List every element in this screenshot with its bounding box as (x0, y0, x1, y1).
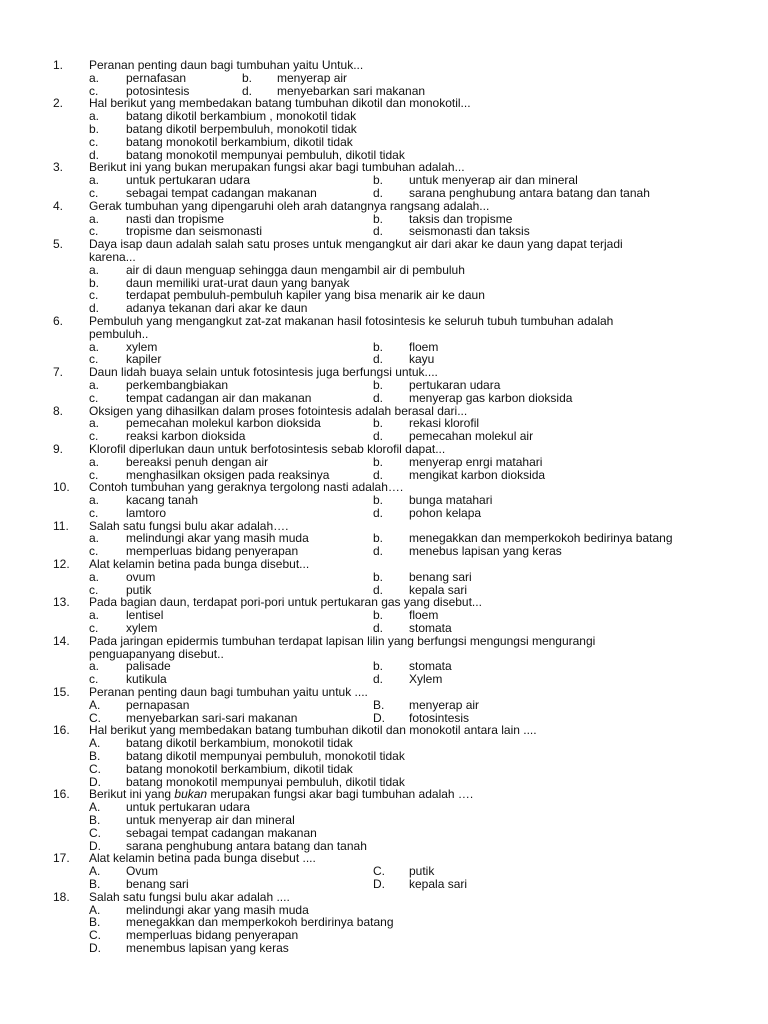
option-label: b. (89, 275, 100, 290)
option-label: b. (373, 377, 384, 392)
option-text: menyerap gas karbon dioksida (409, 390, 573, 405)
option-row (0, 942, 768, 955)
question-line (0, 405, 768, 418)
option-row (0, 571, 768, 584)
option-row (0, 417, 768, 430)
option-label: c. (89, 83, 99, 98)
question-line (0, 366, 768, 379)
option-text: menyebarkan sari-sari makanan (126, 710, 298, 725)
option-row (0, 750, 768, 763)
option-text: perkembangbiakan (126, 377, 229, 392)
option-label: c. (89, 390, 99, 405)
option-row (0, 609, 768, 622)
option-text: sarana penghubung antara batang dan tanah (409, 185, 650, 200)
question-text: Salah satu fungsi bulu akar adalah…. (89, 518, 289, 533)
option-label: d. (373, 352, 384, 367)
option-row (0, 341, 768, 354)
option-label: B. (373, 697, 385, 712)
option-text: sebagai tempat cadangan makanan (126, 185, 317, 200)
question-text-part: Berikut ini yang (89, 787, 175, 802)
option-label: B. (89, 877, 101, 891)
option-label: C. (89, 761, 101, 776)
option-text: menegakkan dan memperkokoh bedirinya batang (409, 531, 673, 546)
option-text: benang sari (409, 569, 472, 584)
option-label: a. (89, 109, 100, 124)
option-text: pernafasan (126, 70, 187, 85)
question-text: Peranan penting daun bagi tumbuhan yaitu untuk .... (89, 685, 368, 700)
option-text: menyerap enrgi matahari (409, 454, 543, 469)
option-label: a. (89, 454, 100, 469)
option-label: d. (373, 429, 384, 444)
question-item (0, 405, 768, 443)
option-text: batang dikotil mempunyai pembuluh, monokotil tidak (126, 749, 405, 764)
question-item (0, 59, 768, 97)
option-text: memperluas bidang penyerapan (126, 928, 299, 943)
option-row (0, 929, 768, 942)
option-text: melindungi akar yang masih muda (126, 531, 309, 546)
option-label: b. (373, 569, 384, 584)
option-row (0, 289, 768, 302)
question-line (0, 315, 768, 328)
option-text: memperluas bidang penyerapan (126, 544, 299, 559)
question-text: Pada bagian daun, terdapat pori-pori untuk pertukaran gas yang disebut... (89, 595, 482, 610)
question-line (0, 251, 768, 264)
option-row (0, 494, 768, 507)
option-label: C. (89, 825, 101, 840)
question-item (0, 97, 768, 161)
question-item (0, 366, 768, 404)
option-row (0, 507, 768, 520)
question-text: Pembuluh yang mengangkut zat-zat makanan hasil fotosintesis ke seluruh tubuh tumbuhan adalah (89, 313, 614, 328)
option-text: reaksi karbon dioksida (126, 429, 246, 444)
question-number: 10. (53, 480, 70, 495)
question-item (0, 481, 768, 519)
option-text: potosintesis (126, 83, 190, 98)
option-text: putik (126, 582, 152, 597)
option-label: d. (89, 147, 100, 162)
option-row (0, 123, 768, 136)
question-number: 17. (53, 851, 70, 866)
question-line (0, 200, 768, 213)
option-label: C. (89, 710, 101, 725)
option-text: untuk menyerap air dan mineral (409, 173, 578, 188)
option-label: d. (373, 224, 384, 239)
question-number: 14. (53, 633, 70, 648)
question-text: karena... (89, 249, 136, 264)
option-text: xylem (126, 621, 158, 636)
option-text: tempat cadangan air dan makanan (126, 390, 312, 405)
question-number: 12. (53, 557, 70, 572)
option-text: tropisme dan seismonasti (126, 224, 263, 239)
option-label: a. (89, 377, 100, 392)
option-text: mengikat karbon dioksida (409, 467, 546, 482)
question-line (0, 891, 768, 904)
question-text: Berikut ini yang bukan merupakan fungsi akar bagi tumbuhan adalah... (89, 160, 465, 175)
option-label: d. (373, 672, 384, 687)
option-label: a. (89, 493, 100, 508)
option-label: d. (89, 301, 100, 316)
option-row (0, 699, 768, 712)
option-label: b. (373, 416, 384, 431)
option-text: batang dikotil berkambium , monokotil tidak (126, 109, 357, 124)
option-label: b. (373, 531, 384, 546)
option-text: palisade (126, 659, 171, 674)
option-label: C. (89, 928, 101, 943)
option-text: pohon kelapa (409, 505, 482, 520)
option-text: kepala sari (409, 582, 468, 597)
option-text: sebagai tempat cadangan makanan (126, 825, 317, 840)
option-label: d. (373, 467, 384, 482)
option-row (0, 430, 768, 443)
option-label: b. (373, 493, 384, 508)
question-item (0, 238, 768, 315)
question-number: 9. (53, 441, 64, 456)
question-line (0, 724, 768, 737)
option-text: xylem (126, 339, 158, 354)
option-text: batang monokotil berkambium, dikotil tidak (126, 134, 353, 149)
question-text: Klorofil diperlukan daun untuk berfotosintesis sebab klorofil dapat... (89, 441, 446, 456)
option-label: d. (373, 505, 384, 520)
option-label: d. (373, 390, 384, 405)
option-text: Xylem (409, 672, 443, 687)
option-label: a. (89, 262, 100, 277)
question-text: Gerak tumbuhan yang dipengaruhi oleh arah datangnya rangsang adalah... (89, 198, 490, 213)
option-label: B. (89, 813, 101, 828)
option-label: c. (89, 288, 99, 303)
question-number: 11. (53, 518, 69, 533)
option-label: c. (89, 224, 99, 239)
option-label: D. (373, 710, 385, 725)
option-label: a. (89, 416, 100, 431)
option-row (0, 763, 768, 776)
option-label: c. (89, 185, 99, 200)
option-label: c. (89, 621, 99, 636)
question-number: 18. (53, 889, 70, 904)
option-text: kapiler (126, 352, 162, 367)
option-label: d. (373, 544, 384, 559)
question-text: Alat kelamin betina pada bunga disebut... (89, 557, 310, 572)
question-number: 13. (53, 595, 70, 610)
question-number: 6. (53, 313, 64, 328)
option-text: menyerap air (409, 697, 480, 712)
question-text: Daun lidah buaya selain untuk fotosintesis juga berfungsi untuk.... (89, 365, 438, 380)
question-item (0, 852, 768, 890)
option-row (0, 814, 768, 827)
option-text: batang monokotil mempunyai pembuluh, dikotil tidak (126, 774, 405, 789)
option-label: d. (242, 83, 253, 98)
option-label: c. (89, 582, 99, 597)
question-item (0, 161, 768, 199)
option-text: batang dikotil berkambium, monokotil tidak (126, 736, 353, 751)
question-text: Salah satu fungsi bulu akar adalah .... (89, 889, 290, 904)
option-row (0, 801, 768, 814)
option-text: daun memiliki urat-urat daun yang banyak (126, 275, 350, 290)
option-text: adanya tekanan dari akar ke daun (126, 301, 308, 316)
question-line (0, 328, 768, 341)
option-text: air di daun menguap sehingga daun mengambil air di pembuluh (126, 262, 465, 277)
question-text: Peranan penting daun bagi tumbuhan yaitu Untuk... (89, 58, 364, 72)
option-text: menyebarkan sari makanan (277, 83, 426, 98)
question-text: Hal berikut yang membedakan batang tumbuhan dikotil dan monokotil antara lain .... (89, 723, 537, 738)
option-label: b. (89, 121, 100, 136)
question-item (0, 686, 768, 724)
option-text: melindungi akar yang masih muda (126, 902, 309, 917)
question-line (0, 686, 768, 699)
option-text: sarana penghubung antara batang dan tanah (126, 838, 367, 853)
option-label: c. (89, 467, 99, 482)
option-text: bereaksi penuh dengan air (126, 454, 269, 469)
question-text: penguapanyang disebut.. (89, 646, 224, 661)
option-text: pernapasan (126, 697, 190, 712)
option-text: rekasi klorofil (409, 416, 480, 431)
option-text: menembus lapisan yang keras (126, 940, 289, 955)
option-label: D. (89, 940, 101, 955)
question-number: 5. (53, 237, 64, 252)
option-row (0, 136, 768, 149)
option-text: seismonasti dan taksis (409, 224, 530, 239)
question-line (0, 161, 768, 174)
option-text: bunga matahari (409, 493, 493, 508)
option-row (0, 379, 768, 392)
option-text: fotosintesis (409, 710, 470, 725)
option-text: lamtoro (126, 505, 167, 520)
option-label: b. (373, 454, 384, 469)
option-row (0, 622, 768, 635)
option-text: ovum (126, 569, 156, 584)
option-label: d. (373, 185, 384, 200)
question-item (0, 558, 768, 596)
option-label: d. (373, 582, 384, 597)
option-label: a. (89, 339, 100, 354)
question-text: Alat kelamin betina pada bunga disebut .... (89, 851, 316, 866)
option-text: menebus lapisan yang keras (409, 544, 562, 559)
question-number: 7. (53, 365, 64, 380)
option-text: taksis dan tropisme (409, 211, 513, 226)
option-text: kayu (409, 352, 435, 367)
question-line (0, 596, 768, 609)
question-text: pembuluh.. (89, 326, 149, 341)
option-label: D. (89, 838, 101, 853)
option-label: a. (89, 569, 100, 584)
question-line (0, 481, 768, 494)
option-text: kutikula (126, 672, 167, 687)
option-text: floem (409, 608, 439, 623)
option-label: c. (89, 134, 99, 149)
option-label: d. (373, 621, 384, 636)
option-row (0, 213, 768, 226)
question-item (0, 596, 768, 634)
option-text: floem (409, 339, 439, 354)
option-label: b. (373, 339, 384, 354)
option-row (0, 878, 768, 891)
option-text: kacang tanah (126, 493, 199, 508)
option-row (0, 456, 768, 469)
option-text: pertukaran udara (409, 377, 501, 392)
question-number: 4. (53, 198, 64, 213)
option-text: terdapat pembuluh-pembuluh kapiler yang bisa menarik air ke daun (126, 288, 485, 303)
question-text: Daya isap daun adalah salah satu proses untuk mengangkut air dari akar ke daun yang dapat terjadi (89, 237, 623, 252)
question-number: 1. (53, 58, 64, 72)
option-label: A. (89, 736, 101, 751)
question-item (0, 724, 768, 788)
question-number: 2. (53, 96, 64, 111)
option-label: b. (242, 70, 253, 85)
question-item (0, 200, 768, 238)
question-item (0, 788, 768, 852)
option-label: A. (89, 864, 101, 879)
question-text: Oksigen yang dihasilkan dalam proses fotointesis adalah berasal dari... (89, 403, 468, 418)
option-text: batang dikotil berpembuluh, monokotil tidak (126, 121, 357, 136)
option-row (0, 174, 768, 187)
option-row (0, 916, 768, 929)
option-row (0, 187, 768, 200)
option-label: c. (89, 352, 99, 367)
question-text-emphasis: bukan (174, 787, 208, 802)
option-label: b. (373, 608, 384, 623)
option-label: C. (373, 864, 385, 879)
question-list (0, 59, 768, 955)
option-label: b. (373, 173, 384, 188)
question-line (0, 97, 768, 110)
option-label: c. (89, 505, 99, 520)
question-item (0, 315, 768, 366)
option-label: a. (89, 173, 100, 188)
question-item (0, 891, 768, 955)
option-label: a. (89, 70, 100, 85)
option-label: B. (89, 749, 101, 764)
option-text: kepala sari (409, 877, 468, 891)
question-text: Hal berikut yang membedakan batang tumbuhan dikotil dan monokotil... (89, 96, 471, 111)
option-row (0, 392, 768, 405)
option-label: A. (89, 902, 101, 917)
question-item (0, 635, 768, 686)
option-text: menghasilkan oksigen pada reaksinya (126, 467, 330, 482)
option-label: A. (89, 697, 101, 712)
option-label: c. (89, 429, 99, 444)
option-label: D. (373, 877, 385, 891)
option-row (0, 827, 768, 840)
question-text-part: merupakan fungsi akar bagi tumbuhan adalah …. (207, 787, 474, 802)
option-label: a. (89, 211, 100, 226)
question-line (0, 635, 768, 648)
option-text: batang monokotil berkambium, dikotil tidak (126, 761, 353, 776)
option-label: a. (89, 659, 100, 674)
option-label: c. (89, 544, 99, 559)
option-label: a. (89, 531, 100, 546)
option-label: b. (373, 211, 384, 226)
option-text: menyerap air (277, 70, 348, 85)
option-label: a. (89, 608, 100, 623)
option-text: stomata (409, 621, 452, 636)
option-label: c. (89, 672, 99, 687)
question-number: 16. (53, 787, 70, 802)
option-text: nasti dan tropisme (126, 211, 225, 226)
option-text: batang monokotil mempunyai pembuluh, dikotil tidak (126, 147, 405, 162)
option-text: untuk menyerap air dan mineral (126, 813, 295, 828)
question-number: 15. (53, 685, 70, 700)
option-text: untuk pertukaran udara (126, 800, 251, 815)
question-item (0, 443, 768, 481)
option-label: b. (373, 659, 384, 674)
question-item (0, 520, 768, 558)
question-line (0, 648, 768, 661)
question-number: 3. (53, 160, 64, 175)
option-text: untuk pertukaran udara (126, 173, 251, 188)
question-text: Pada jaringan epidermis tumbuhan terdapat lapisan lilin yang berfungsi mengungsi mengurangi (89, 633, 596, 648)
option-row (0, 660, 768, 673)
option-row (0, 532, 768, 545)
option-text: stomata (409, 659, 452, 674)
option-text: putik (409, 864, 435, 879)
question-number: 8. (53, 403, 64, 418)
option-row (0, 264, 768, 277)
question-line (0, 558, 768, 571)
option-text: menegakkan dan memperkokoh berdirinya batang (126, 915, 394, 930)
question-line (0, 443, 768, 456)
option-text: benang sari (126, 877, 189, 891)
option-text: lentisel (126, 608, 164, 623)
question-number: 16. (53, 723, 70, 738)
question-line (0, 59, 768, 72)
option-text: Ovum (126, 864, 159, 879)
question-text: Contoh tumbuhan yang geraknya tergolong nasti adalah…. (89, 480, 404, 495)
option-row (0, 110, 768, 123)
option-label: D. (89, 774, 101, 789)
option-text: pemecahan molekul air (409, 429, 534, 444)
question-line (0, 788, 768, 801)
option-row (0, 72, 768, 85)
option-label: A. (89, 800, 101, 815)
option-label: B. (89, 915, 101, 930)
option-text: pemecahan molekul karbon dioksida (126, 416, 321, 431)
